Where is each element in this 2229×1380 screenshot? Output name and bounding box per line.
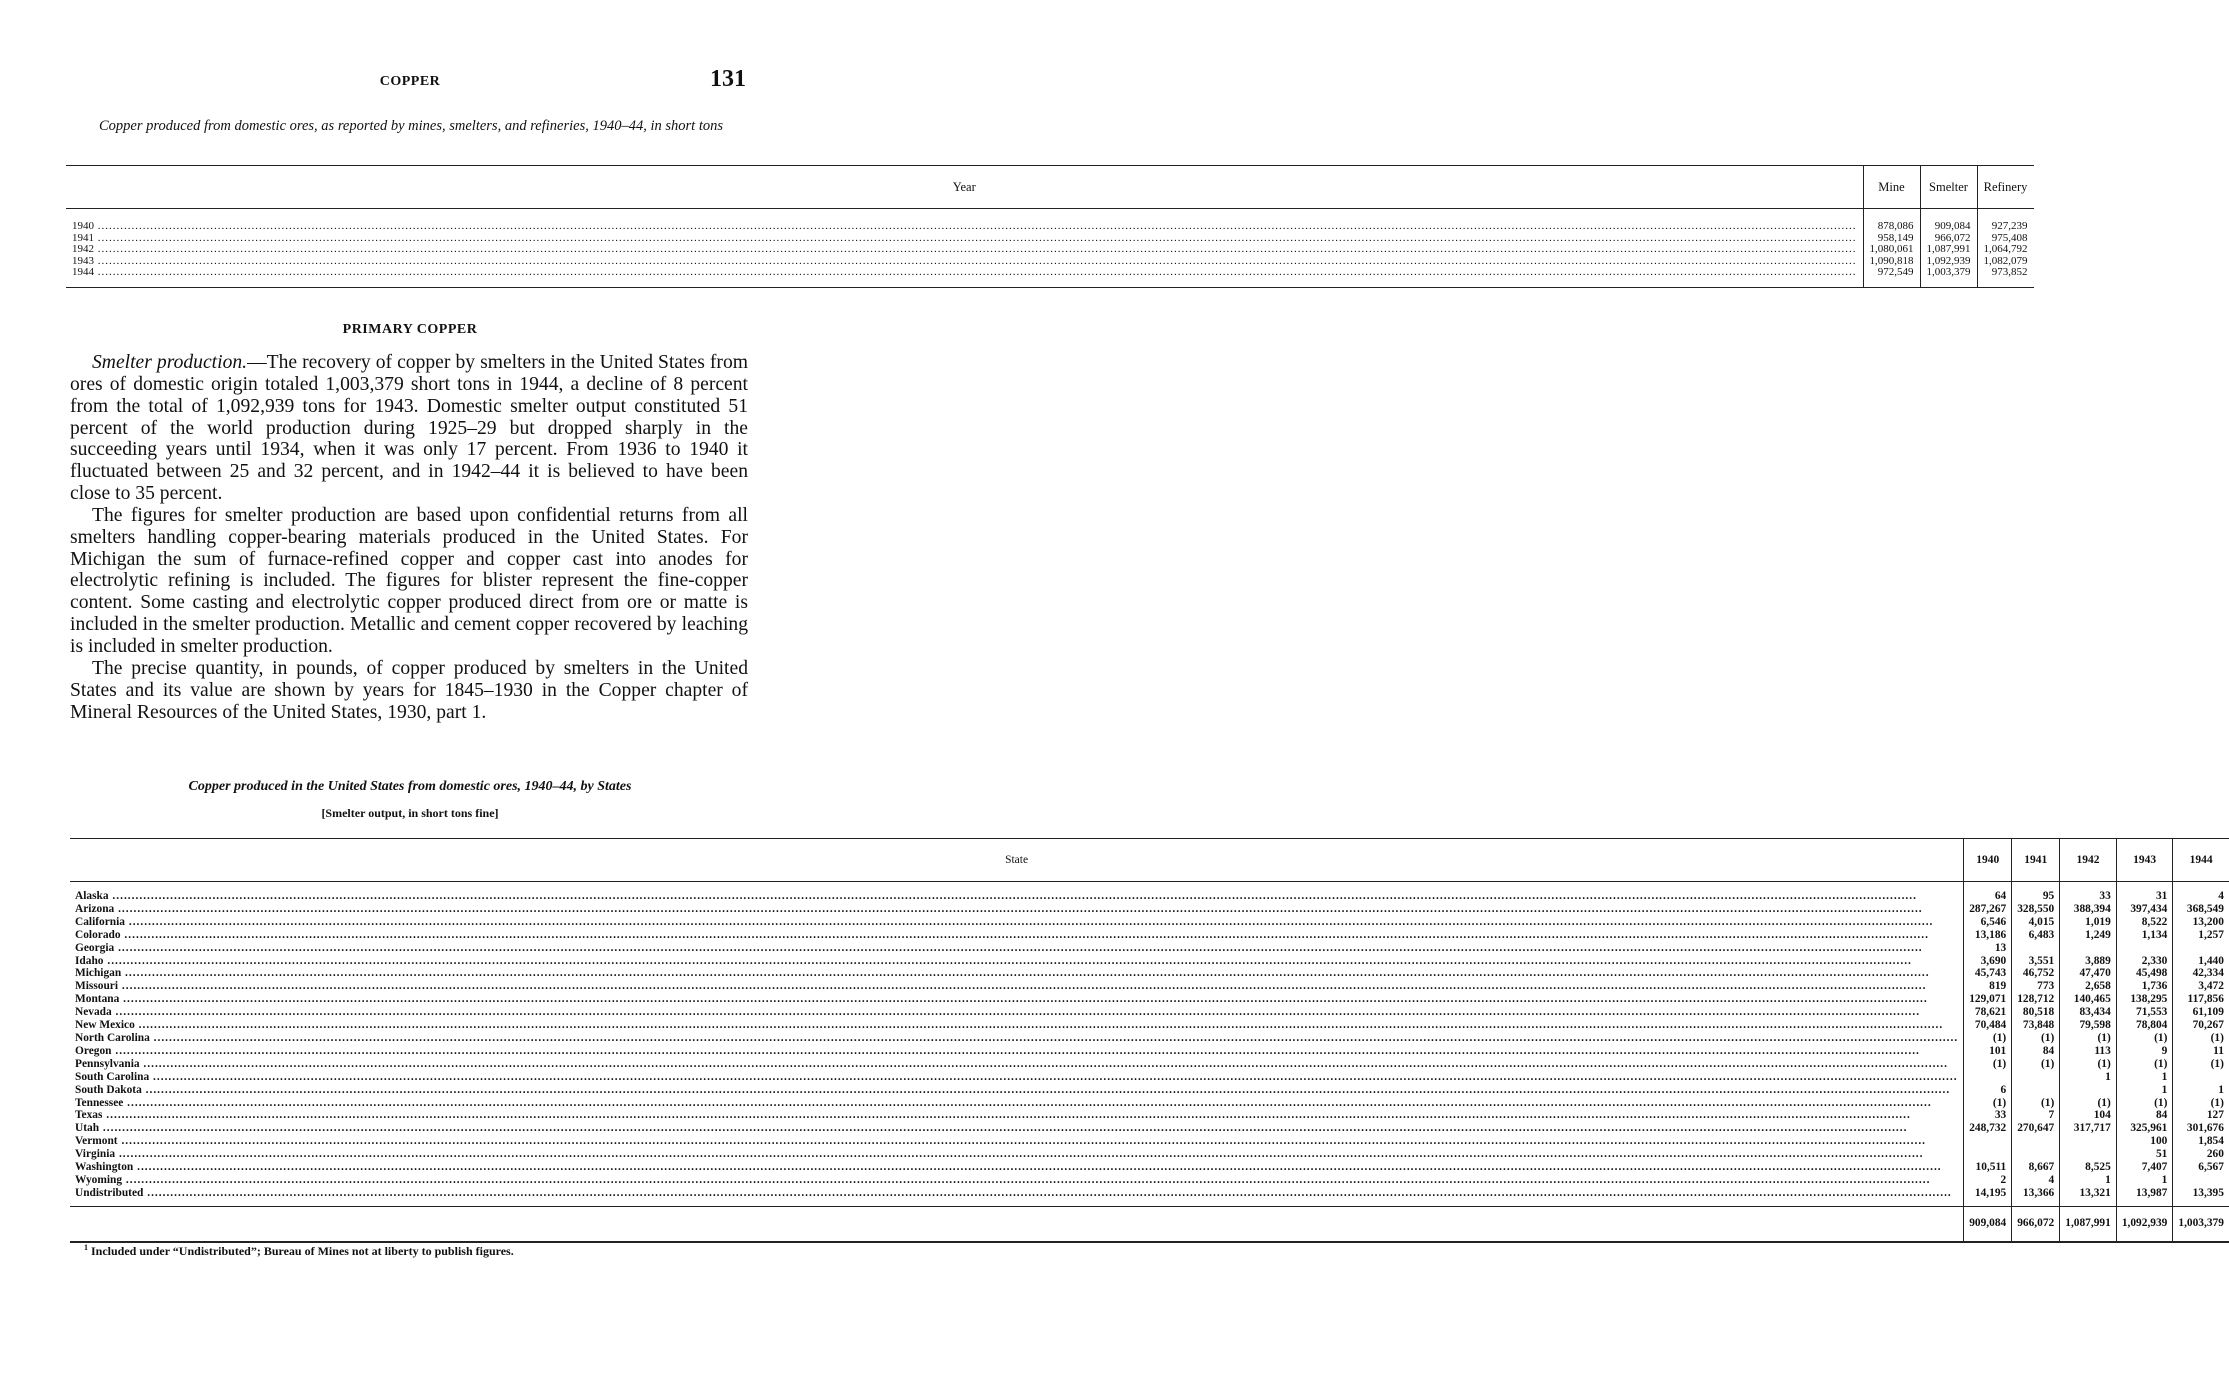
- table-cell: 1940 .....: [72, 221, 1857, 233]
- table-cell: 4: [2048, 1173, 2055, 1186]
- table-cell: (1): [2154, 1057, 2168, 1070]
- table-cell: 927,239: [1991, 220, 2028, 232]
- table-cell: 972,549: [1877, 266, 1914, 279]
- table-cell: 138,295: [2130, 993, 2168, 1006]
- table-cell: Colorado .....: [75, 929, 1958, 942]
- table-cell: Vermont .....: [75, 1135, 1958, 1148]
- table-cell: 1943 .....: [72, 256, 1857, 268]
- table-cell: 973,852: [1991, 266, 2028, 279]
- table-cell: Arizona .....: [75, 903, 1958, 916]
- table-cell: 1: [2105, 1070, 2111, 1083]
- year-column: [66, 209, 1863, 288]
- table-cell: 129,071: [1969, 993, 2007, 1006]
- table-cell: 397,434: [2130, 902, 2168, 915]
- table-cell: South Carolina .....: [75, 1071, 1958, 1084]
- footnote: [84, 1243, 514, 1259]
- table-cell: 9: [2161, 1044, 2168, 1057]
- table-cell: (1): [2210, 1057, 2224, 1070]
- table-cell: California .....: [75, 916, 1958, 929]
- table-cell: 80,518: [2022, 1006, 2055, 1019]
- table-cell: Washington .....: [75, 1161, 1958, 1174]
- total-1940: 909,084: [1964, 1206, 2012, 1242]
- running-title: COPPER: [379, 74, 441, 89]
- table1-caption: Copper produced from domestic ores, as reported by mines, smelters, and refineries, 1940–44, in short tons: [99, 118, 723, 134]
- table-cell: 11: [2213, 1044, 2224, 1057]
- table-cell: 13,987: [2136, 1186, 2168, 1199]
- table-cell: (1): [2097, 1057, 2111, 1070]
- table-cell: 1,736: [2141, 980, 2168, 993]
- table-cell: 270,647: [2017, 1122, 2055, 1135]
- table-cell: [2178, 942, 2224, 955]
- table-cell: (1): [2210, 1096, 2224, 1109]
- table-cell: 773: [2037, 980, 2055, 993]
- table-cell: 260: [2206, 1148, 2224, 1161]
- table-cell: 33: [2099, 890, 2111, 902]
- table-cell: [2017, 1135, 2054, 1148]
- table-cell: 328,550: [2017, 902, 2055, 915]
- table-cell: (1): [2210, 1031, 2224, 1044]
- mine-column: [1863, 209, 1920, 288]
- table-cell: 45,498: [2136, 967, 2168, 980]
- table-cell: (1): [2154, 1031, 2168, 1044]
- table-cell: 70,484: [1974, 1019, 2007, 1032]
- table-cell: 1,090,818: [1869, 254, 1914, 267]
- table-cell: 127: [2206, 1109, 2224, 1122]
- column-header-state: State: [70, 839, 1964, 882]
- table-cell: [1969, 1071, 2006, 1084]
- table-cell: 8,525: [2085, 1161, 2111, 1174]
- table-cell: 31: [2155, 890, 2168, 902]
- table-cell: 1,854: [2198, 1135, 2224, 1148]
- table-cell: 819: [1989, 980, 2007, 993]
- table-cell: [1969, 1148, 2006, 1161]
- table-cell: 1,003,379: [1926, 266, 1971, 279]
- table-cell: 4: [2218, 890, 2224, 902]
- table-cell: 301,676: [2186, 1122, 2224, 1135]
- table-cell: 7,407: [2141, 1161, 2168, 1174]
- table-cell: 8,522: [2141, 915, 2168, 928]
- table-cell: 47,470: [2079, 967, 2111, 980]
- table-cell: Wyoming .....: [75, 1174, 1958, 1187]
- column-header-mine: Mine: [1863, 166, 1920, 209]
- table-cell: 8,667: [2028, 1161, 2055, 1174]
- table-cell: (1): [1992, 1096, 2007, 1109]
- column-header-1942: 1942: [2060, 839, 2117, 882]
- table-cell: 975,408: [1991, 231, 2028, 244]
- table-cell: 128,712: [2017, 993, 2055, 1006]
- table-cell: 1: [2161, 1173, 2168, 1186]
- table-cell: 78,621: [1974, 1006, 2007, 1019]
- table-cell: 1941 .....: [72, 233, 1857, 245]
- table-cell: 95: [2042, 890, 2055, 902]
- table-cell: 79,598: [2079, 1019, 2111, 1032]
- table-cell: 101: [1989, 1044, 2007, 1057]
- table-cell: 1942 .....: [72, 244, 1857, 256]
- table-cell: 6,546: [1980, 915, 2007, 928]
- table-cell: 3,472: [2198, 980, 2224, 993]
- table-cell: [2017, 1084, 2054, 1097]
- table-cell: 878,086: [1877, 220, 1914, 232]
- table-cell: 1,249: [2085, 928, 2111, 941]
- table-cell: (1): [1992, 1057, 2007, 1070]
- table-cell: 325,961: [2130, 1122, 2168, 1135]
- table-cell: 14,195: [1974, 1186, 2007, 1199]
- column-header-1941: 1941: [2012, 839, 2060, 882]
- table-cell: (1): [2097, 1096, 2111, 1109]
- table-cell: (1): [2097, 1031, 2111, 1044]
- table-cell: (1): [2040, 1096, 2055, 1109]
- table-cell: 83,434: [2079, 1006, 2111, 1019]
- paragraph-precise-quantity: The precise quantity, in pounds, of copper produced by smelters in the United States and its value are shown by years for 1845–1930 in the Copper chapter of Mineral Resources of the United States, 1930, part 1.: [70, 657, 748, 723]
- table-cell: 46,752: [2022, 967, 2055, 980]
- column-1944: [2173, 882, 2229, 1207]
- table-cell: [2178, 1071, 2224, 1084]
- table-cell: 6: [2000, 1083, 2007, 1096]
- table-cell: [2017, 1071, 2054, 1084]
- table-cell: 78,804: [2136, 1019, 2168, 1032]
- table-cell: 70,267: [2192, 1019, 2224, 1032]
- column-1943: [2116, 882, 2173, 1207]
- table-cell: 13,200: [2192, 915, 2224, 928]
- table-cell: 958,149: [1877, 231, 1914, 244]
- smelter-column: [1920, 209, 1977, 288]
- table-cell: 104: [2093, 1109, 2111, 1122]
- state-column: [70, 882, 1964, 1207]
- table-cell: 113: [2094, 1044, 2111, 1057]
- column-header-year: Year: [66, 166, 1863, 209]
- table-cell: 100: [2150, 1135, 2168, 1148]
- table-cell: Alaska .....: [75, 890, 1958, 903]
- table-cell: 1,134: [2141, 928, 2168, 941]
- table-cell: 388,394: [2073, 902, 2111, 915]
- total-1944: 1,003,379: [2173, 1206, 2229, 1242]
- column-1942: [2060, 882, 2117, 1207]
- table-cell: [2178, 1174, 2224, 1187]
- table-cell: 317,717: [2073, 1122, 2111, 1135]
- column-header-1943: 1943: [2116, 839, 2173, 882]
- table-cell: 117,856: [2187, 993, 2224, 1006]
- column-header-1940: 1940: [1964, 839, 2012, 882]
- column-header-refinery: Refinery: [1977, 166, 2034, 209]
- table-cell: 84: [2155, 1109, 2168, 1122]
- paragraph-figures: The figures for smelter production are based upon confidential returns from all smelters handling copper-bearing materials produced in the United States. For Michigan the sum of furnace-refined copper and copper cast into anodes for electrolytic refining is included. The figures for blister represent the fine-copper content. Some casting and electrolytic copper produced direct from ore or matte is included in the smelter production. Metallic and cement copper recovered by leaching is included in smelter production.: [70, 504, 748, 657]
- table-cell: 51: [2155, 1148, 2168, 1161]
- table-cell: 6,483: [2028, 928, 2055, 941]
- table-cell: 1: [2218, 1083, 2224, 1096]
- table-cell: 13,366: [2022, 1186, 2055, 1199]
- table-cell: 13,395: [2192, 1186, 2224, 1199]
- table-cell: Virginia .....: [75, 1148, 1958, 1161]
- footnote-marker: 1: [84, 1243, 88, 1252]
- table-cell: 71,553: [2136, 1006, 2168, 1019]
- table-cell: (1): [2154, 1096, 2168, 1109]
- table-cell: 1: [2105, 1173, 2111, 1186]
- table-cell: 1,064,792: [1983, 243, 2028, 256]
- paragraph-lead: Smelter production.: [92, 352, 248, 373]
- table-cell: 140,465: [2073, 993, 2111, 1006]
- table-cell: [2065, 1084, 2111, 1097]
- table-cell: 368,549: [2186, 902, 2224, 915]
- table-cell: [2017, 1148, 2054, 1161]
- table-cell: 2: [2000, 1173, 2007, 1186]
- table-cell: 1: [2161, 1083, 2168, 1096]
- production-by-state-table: [70, 838, 2229, 1243]
- table-cell: South Dakota .....: [75, 1084, 1958, 1097]
- table-cell: Tennessee .....: [75, 1097, 1958, 1110]
- table-cell: 10,511: [1975, 1161, 2007, 1174]
- table-cell: 1,440: [2198, 954, 2224, 967]
- table-cell: Pennsylvania .....: [75, 1058, 1958, 1071]
- table-cell: 3,889: [2085, 954, 2111, 967]
- table-cell: Nevada .....: [75, 1006, 1958, 1019]
- column-header-1944: 1944: [2173, 839, 2229, 882]
- table-cell: 73,848: [2022, 1019, 2055, 1032]
- table-cell: (1): [1992, 1031, 2007, 1044]
- table-cell: 909,084: [1934, 220, 1971, 232]
- table-cell: [2122, 942, 2168, 955]
- table-cell: (1): [2040, 1057, 2055, 1070]
- table-cell: 33: [1994, 1109, 2007, 1122]
- table-cell: 1,019: [2085, 915, 2111, 928]
- total-1942: 1,087,991: [2060, 1206, 2117, 1242]
- table-cell: 966,072: [1934, 231, 1971, 244]
- table-cell: 1,092,939: [1926, 254, 1971, 267]
- table-cell: Montana .....: [75, 993, 1958, 1006]
- table-cell: 4,015: [2028, 915, 2055, 928]
- table-cell: [2017, 942, 2054, 955]
- table-cell: 1,080,061: [1869, 243, 1914, 256]
- table-cell: 13,321: [2079, 1186, 2111, 1199]
- production-by-stage-table: [66, 165, 2034, 288]
- footnote-text: Included under “Undistributed”; Bureau of Mines not at liberty to publish figures.: [91, 1244, 514, 1258]
- table-cell: Texas .....: [75, 1109, 1958, 1122]
- table-cell: Oregon .....: [75, 1045, 1958, 1058]
- table-cell: 45,743: [1974, 967, 2007, 980]
- column-header-smelter: Smelter: [1920, 166, 1977, 209]
- page-header: [70, 66, 750, 96]
- paragraph-1-text: —The recovery of copper by smelters in the United States from ores of domestic origin totaled 1,003,379 short tons in 1944, a decline of 8 percent from the total of 1,092,939 tons for 1943. Domestic smelter output constituted 51 percent of the world production during 1925–29 but dropped sharply in the succeeding years until 1934, when it was only 17 percent. From 1936 to 1940 it fluctuated between 25 and 32 percent, and in 1942–44 it is believed to have been close to 35 percent.: [70, 352, 748, 505]
- column-1941: [2012, 882, 2060, 1207]
- total-1943: 1,092,939: [2116, 1206, 2173, 1242]
- table-cell: 3,551: [2028, 954, 2055, 967]
- table-cell: 3,690: [1980, 954, 2007, 967]
- table-cell: Undistributed .....: [75, 1187, 1958, 1200]
- table-cell: 1: [2161, 1070, 2168, 1083]
- column-1940: [1964, 882, 2012, 1207]
- body-text: [70, 352, 748, 723]
- table-cell: Missouri .....: [75, 980, 1958, 993]
- total-1941: 966,072: [2012, 1206, 2060, 1242]
- table-cell: 1944 .....: [72, 267, 1857, 279]
- table-cell: 13,186: [1974, 928, 2007, 941]
- table-cell: 84: [2042, 1044, 2055, 1057]
- refinery-column: [1977, 209, 2034, 288]
- table2-note: [Smelter output, in short tons fine]: [321, 806, 499, 820]
- table-cell: (1): [2040, 1031, 2055, 1044]
- table-cell: 287,267: [1969, 902, 2007, 915]
- table-cell: Utah .....: [75, 1122, 1958, 1135]
- table-cell: [2065, 1135, 2111, 1148]
- table-cell: [1969, 1135, 2006, 1148]
- table-cell: 1,257: [2198, 928, 2224, 941]
- table-cell: 248,732: [1969, 1122, 2007, 1135]
- table-cell: 13: [1994, 941, 2007, 954]
- table-cell: 42,334: [2192, 967, 2224, 980]
- table-cell: 2,658: [2085, 980, 2111, 993]
- total-label-cell: [70, 1206, 1964, 1242]
- table-cell: New Mexico .....: [75, 1019, 1958, 1032]
- table-cell: Georgia .....: [75, 942, 1958, 955]
- table-cell: [2065, 942, 2111, 955]
- page-number: 131: [710, 66, 746, 92]
- table-cell: 7: [2048, 1109, 2055, 1122]
- table-cell: 2,330: [2141, 954, 2168, 967]
- table-cell: 64: [1994, 890, 2007, 902]
- table-cell: 1,082,079: [1983, 254, 2028, 267]
- table-cell: North Carolina .....: [75, 1032, 1958, 1045]
- paragraph-smelter-production: [70, 352, 748, 505]
- table-cell: 1,087,991: [1926, 243, 1971, 256]
- table-cell: 6,567: [2198, 1161, 2224, 1174]
- table-cell: Idaho .....: [75, 955, 1958, 968]
- table2-caption: Copper produced in the United States from domestic ores, 1940–44, by States: [188, 779, 632, 794]
- section-title: PRIMARY COPPER: [342, 322, 478, 337]
- table-cell: [2065, 1148, 2111, 1161]
- table-cell: Michigan .....: [75, 967, 1958, 980]
- table-cell: 61,109: [2192, 1006, 2224, 1019]
